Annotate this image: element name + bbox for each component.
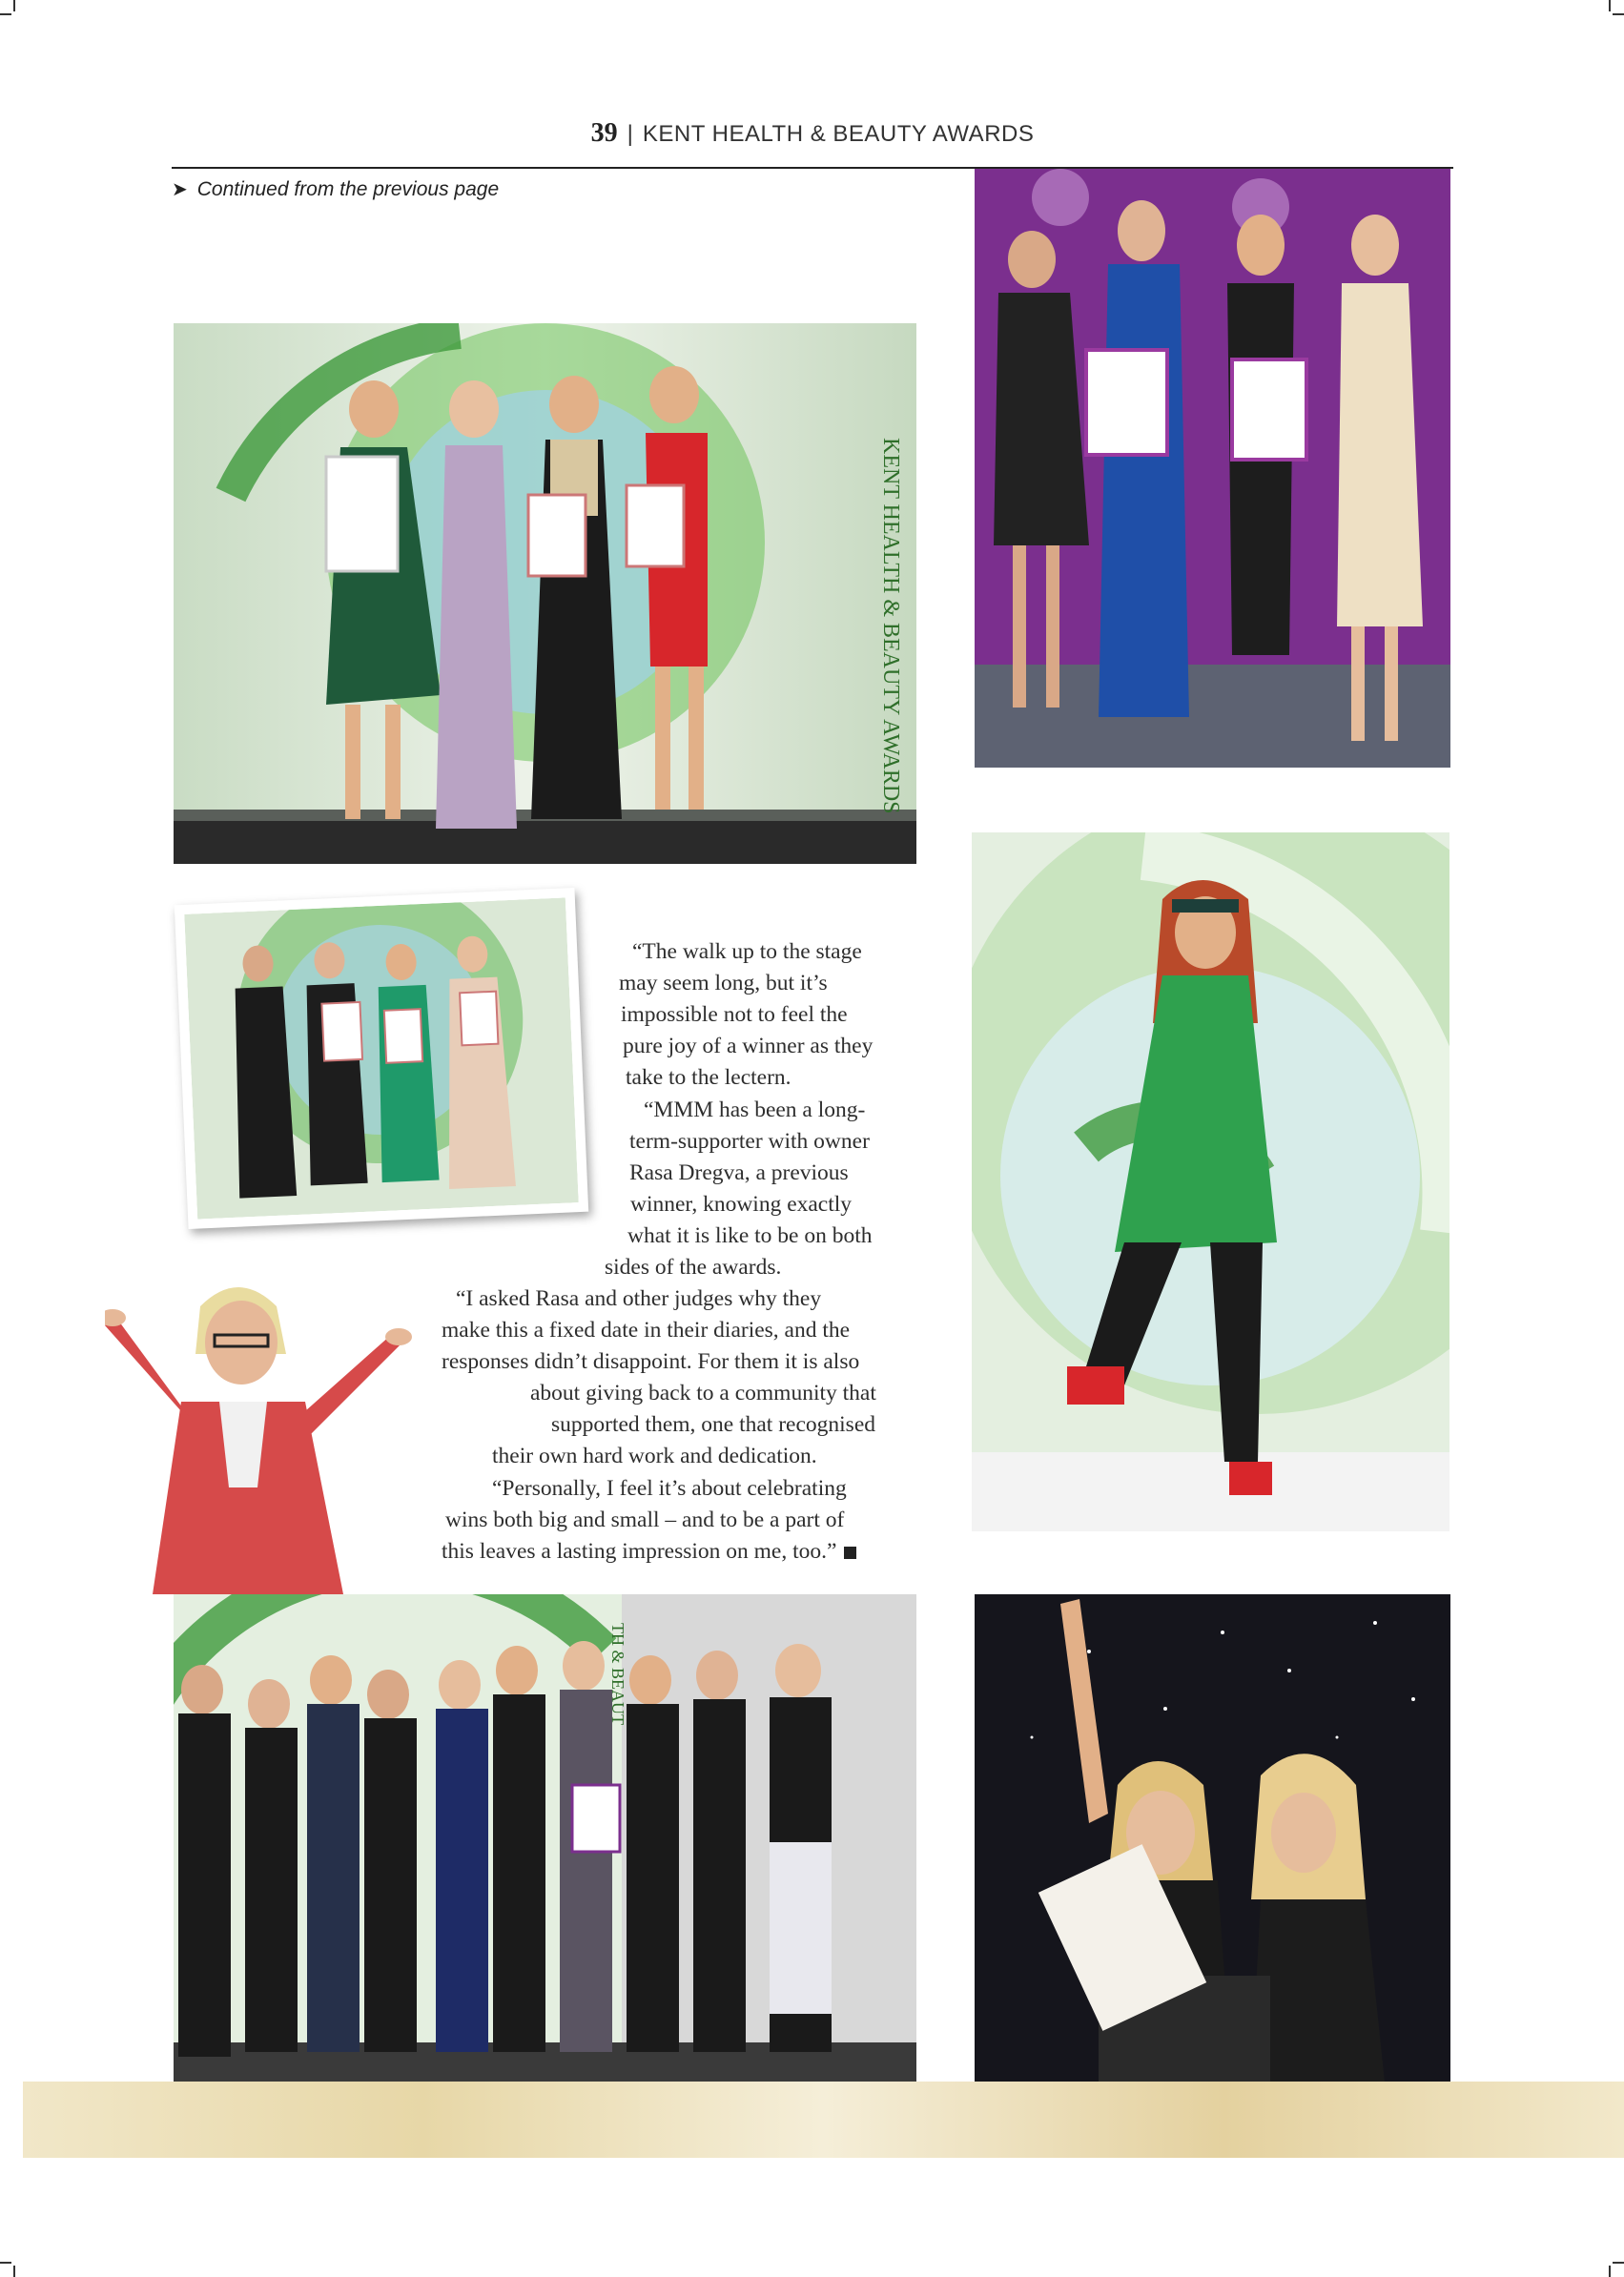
photo-tilted-winners-group (175, 888, 588, 1229)
article-line: supported them, one that recognised (551, 1412, 876, 1437)
article-line: “I asked Rasa and other judges why they (456, 1286, 822, 1311)
photo-stage-winners-four (174, 323, 916, 864)
crop-mark (13, 0, 15, 11)
article-line: sides of the awards. (605, 1255, 782, 1280)
crop-mark (1609, 0, 1611, 11)
continued-text: Continued from the previous page (196, 178, 500, 200)
article-line: about giving back to a community that (530, 1381, 876, 1405)
article-line: “MMM has been a long- (644, 1097, 866, 1122)
article-line: term-supporter with owner (629, 1129, 870, 1154)
article-line: make this a fixed date in their diaries, and the (442, 1318, 851, 1343)
photo-performer-green-costume (972, 832, 1449, 1531)
article-line: “Personally, I feel it’s about celebrating (492, 1476, 847, 1501)
article-line: what it is like to be on both (627, 1223, 873, 1248)
footer-gold-band (23, 2082, 1624, 2158)
article-line: impossible not to feel the (621, 1002, 848, 1027)
backdrop-lettering: KENT HEALTH & BEAUTY AWARDS (878, 438, 903, 814)
photo-winner-at-lectern (975, 1594, 1450, 2082)
photo-large-team-group (174, 1594, 916, 2082)
article-line: may seem long, but it’s (619, 971, 828, 995)
arrow-icon: ➤ (172, 179, 188, 200)
page-number: 39 (590, 118, 618, 148)
article-line: responses didn’t disappoint. For them it is also (442, 1349, 860, 1374)
crop-mark (0, 13, 11, 15)
article-line: “The walk up to the stage (632, 939, 862, 964)
article-line: pure joy of a winner as they (623, 1034, 874, 1058)
publication-section-title: KENT HEALTH & BEAUTY AWARDS (642, 121, 1035, 147)
crop-mark (13, 2266, 15, 2277)
continued-note (172, 177, 499, 201)
article-line: this leaves a lasting impression on me, too.” (442, 1539, 837, 1564)
crop-mark (1613, 2262, 1624, 2264)
crop-mark (1609, 2266, 1611, 2277)
article-last-line (442, 1536, 856, 1568)
header-separator: | (627, 121, 633, 147)
crop-mark (0, 2262, 11, 2264)
article-line: wins both big and small – and to be a part of (445, 1508, 845, 1532)
backdrop-lettering: TH & BEAUT (608, 1623, 627, 1725)
photo-purple-backdrop-four-women (975, 169, 1450, 768)
article-line: winner, knowing exactly (630, 1192, 853, 1217)
article-line: their own hard work and dedication. (492, 1444, 817, 1468)
article-line: take to the lectern. (626, 1065, 791, 1090)
crop-mark (1613, 13, 1624, 15)
end-mark-icon (844, 1547, 856, 1559)
article-line: Rasa Dregva, a previous (629, 1160, 849, 1185)
page-header (172, 118, 1453, 166)
